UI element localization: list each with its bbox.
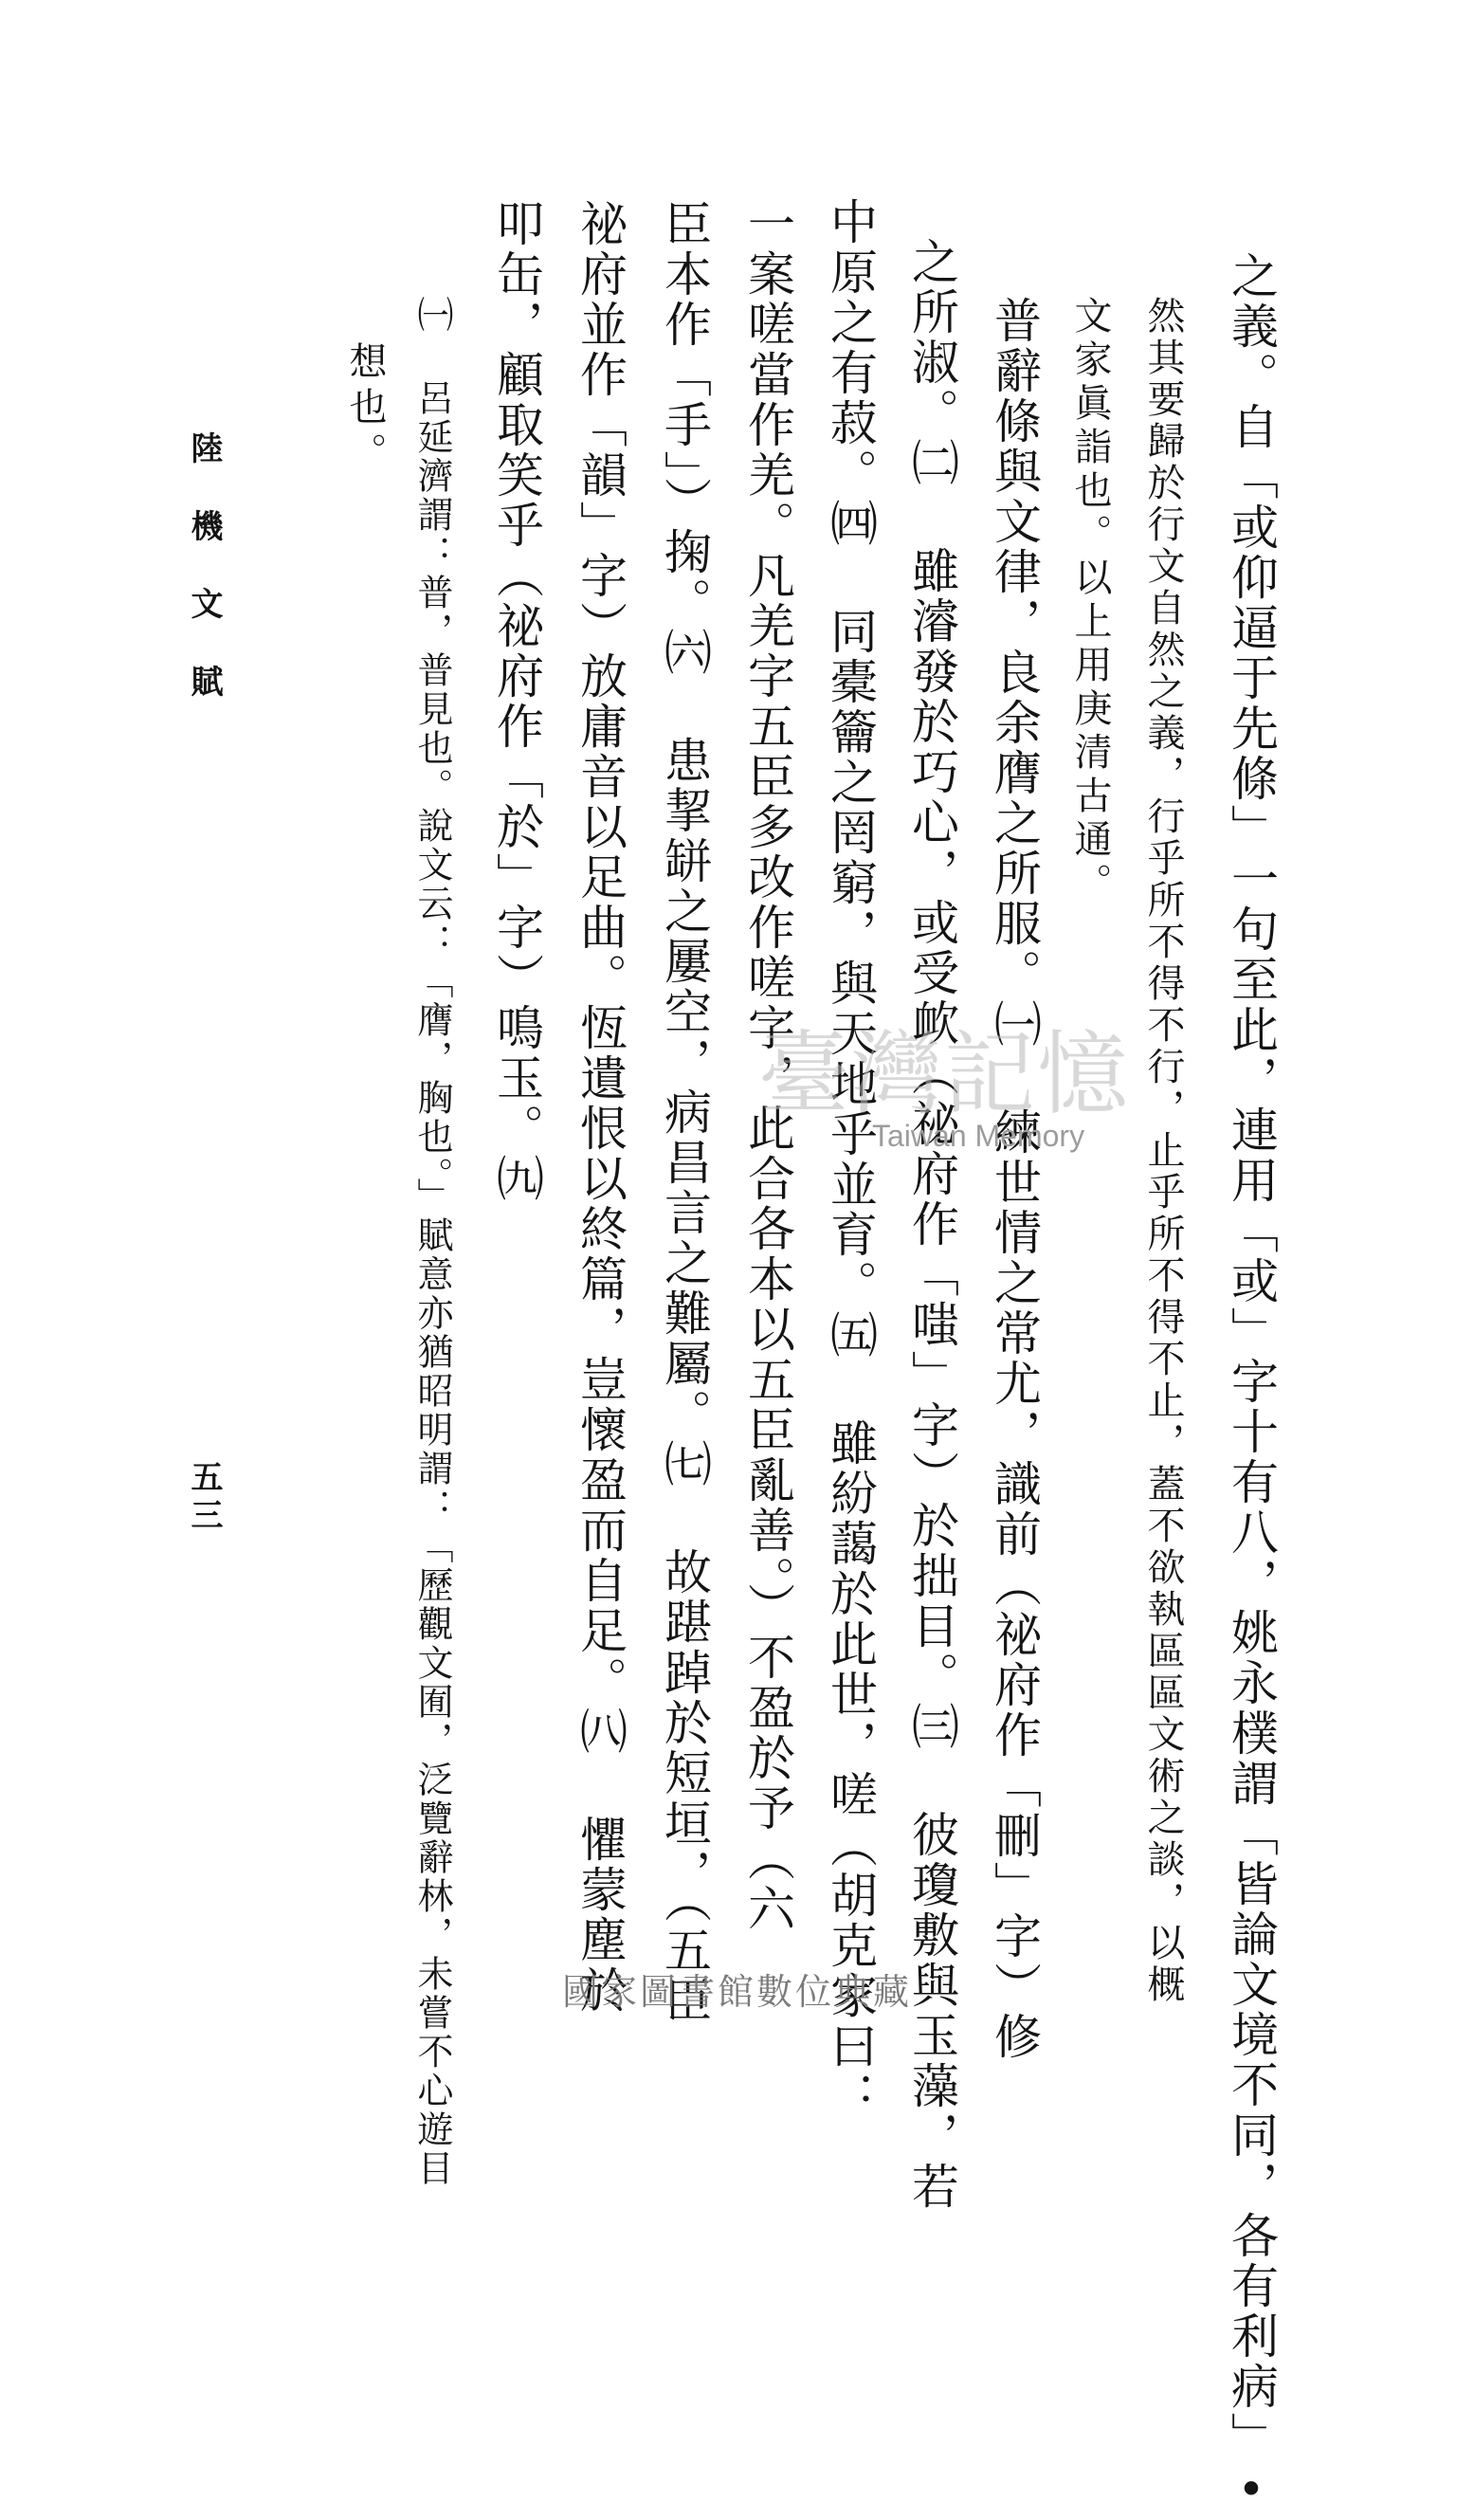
text-column-3: 文家眞詣也。以上用庚清古通。: [1068, 296, 1112, 906]
running-header-title: 陸機文賦: [185, 431, 223, 742]
watermark-chinese: 臺灣記憶: [758, 1021, 1130, 1127]
text-column-2: 然其要歸於行文自然之義，行乎所不得不行，止乎所不得不止，蓋不欲執區區文術之談，以概: [1141, 296, 1185, 2006]
text-column-8: 臣本作「手」）掬。㈥ 患挈缾之屢空，病昌言之難屬。㈦ 故踸踔於短垣，（五臣: [657, 199, 712, 2026]
text-column-10: 叩缶，顧取笑乎（祕府作「於」字）鳴玉。㈨: [489, 199, 544, 1204]
text-column-4: 普辭條與文律，良余膺之所服。㈠ 練世情之常尤，識前（祕府作「刪」字）修: [987, 296, 1042, 2062]
annotation-column-1: ㈠ 呂延濟謂：普，普見也。說文云：「膺，胸也。」賦意亦猶昭明謂：「歷觀文囿，泛覽辭林，未嘗不心遊目: [411, 296, 453, 2188]
text-column-1: 之義。自「或仰逼于先條」一句至此，連用「或」字十有八，姚永樸謂「皆論文境不同，各有利病」•: [1224, 251, 1279, 2520]
annotation-column-2: 想也。: [343, 341, 387, 478]
footer-credit: 國家圖書館數位典藏: [561, 1971, 912, 2013]
text-column-5: 之所淑。㈡ 雖濬發於巧心，或受欰（祕府作「嗤」字）於拙目。㈢ 彼瓊敷與玉藻，若: [904, 237, 959, 2212]
watermark-english: Taiwan Memory: [872, 1119, 1085, 1153]
text-column-9: 祕府並作「韻」字）放庸音以足曲。恆遺恨以終篇，豈懷盈而自足。㈧ 懼蒙塵於: [573, 199, 628, 2016]
page-number: 五三: [185, 1460, 223, 1536]
text-column-7: 一案嗟當作羌。凡羌字五臣多改作嗟字，此合各本以五臣亂善。）不盈於予（六: [740, 199, 795, 1934]
text-column-6: 中原之有菽。㈣ 同橐籥之罔窮，與天地乎並育。㈤ 雖紛藹於此世，嗟（胡克家曰：: [823, 197, 878, 2122]
watermark: [758, 1021, 1156, 1161]
